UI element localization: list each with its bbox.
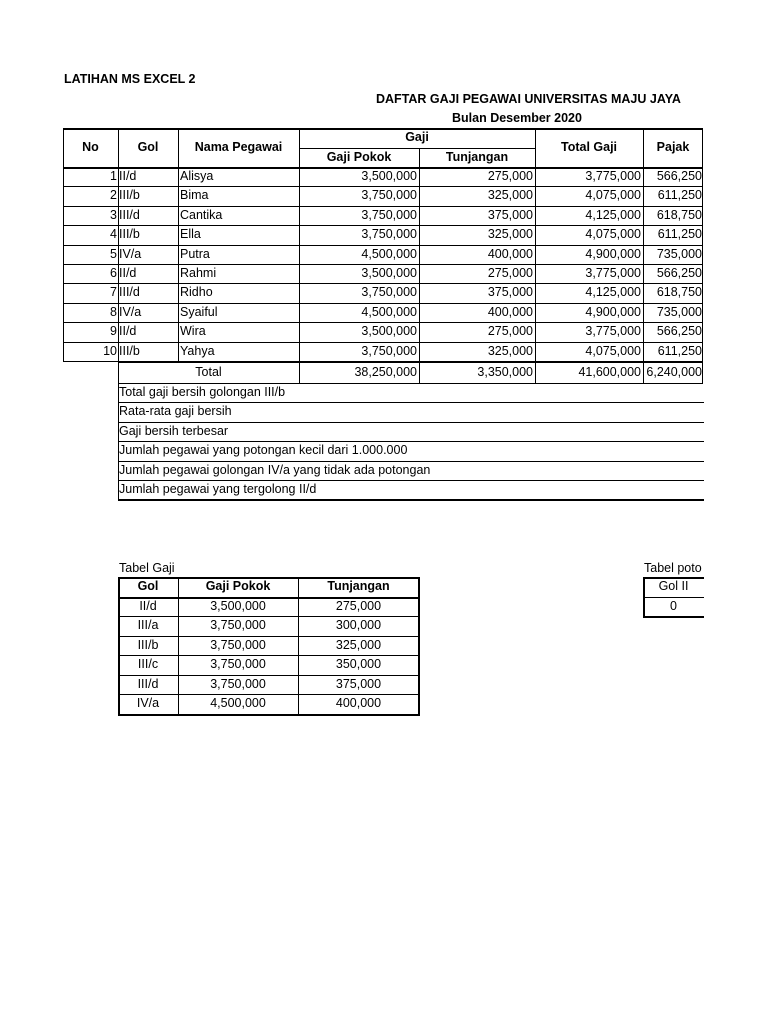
cell-gaji-pokok: 3,750,000 (361, 188, 417, 203)
summary-left-border (118, 383, 119, 501)
cell-tunjangan: 325,000 (487, 343, 533, 358)
cell-tunjangan: 325,000 (487, 227, 533, 242)
tabel-gaji-cell-tunjangan: 300,000 (335, 618, 382, 632)
cell-name: Ridho (180, 285, 213, 300)
cell-total-gaji: 4,125,000 (585, 207, 641, 222)
grid-line (299, 128, 300, 383)
tabel-potongan-header: Gol II (658, 579, 689, 593)
cell-no: 9 (110, 324, 117, 339)
cell-no: 6 (110, 266, 117, 280)
cell-gaji-pokok: 4,500,000 (361, 304, 417, 319)
cell-name: Putra (180, 246, 210, 261)
cell-name: Syaiful (180, 304, 218, 319)
cell-total-gaji: 4,900,000 (585, 304, 641, 319)
tabel-gaji-cell-pokok: 4,500,000 (210, 696, 266, 710)
cell-pajak: 735,000 (656, 246, 702, 261)
cell-gol: II/d (119, 324, 137, 339)
tabel-gaji-cell-tunjangan: 275,000 (335, 598, 382, 613)
tabel-gaji-top-border (118, 577, 419, 579)
cell-gol: III/d (119, 207, 140, 222)
cell-gol: IV/a (119, 246, 142, 261)
cell-gaji-pokok: 3,500,000 (361, 324, 417, 339)
cell-total-gaji: 3,775,000 (585, 324, 641, 339)
cell-tunjangan: 275,000 (487, 169, 533, 183)
table-left-border (63, 128, 64, 361)
tabel-gaji-cell-gol: III/b (137, 637, 159, 652)
cell-name: Wira (180, 324, 206, 339)
total-pajak: 6,240,000 (646, 365, 702, 379)
cell-gol: III/b (119, 227, 140, 242)
total-label: Total (195, 365, 222, 379)
summary-row: Jumlah pegawai yang potongan kecil dari 1.000.000 (119, 443, 408, 458)
cell-name: Rahmi (180, 266, 217, 280)
tabel-gaji-cell-gol: III/a (137, 618, 159, 632)
cell-name: Ella (180, 227, 201, 242)
cell-name: Alisya (180, 169, 214, 183)
summary-row: Total gaji bersih golongan III/b (119, 385, 286, 399)
cell-pajak: 735,000 (656, 304, 702, 319)
tabel-gaji-cell-pokok: 3,750,000 (210, 676, 266, 691)
cell-no: 10 (103, 343, 117, 358)
cell-gaji-pokok: 3,500,000 (361, 169, 417, 183)
cell-pajak: 566,250 (656, 324, 702, 339)
tabel-gaji-cell-pokok: 3,500,000 (210, 598, 266, 613)
cell-gol: IV/a (119, 304, 142, 319)
summary-row: Gaji bersih terbesar (119, 423, 229, 438)
cell-pajak: 611,250 (657, 343, 702, 358)
table-top-border (63, 128, 703, 130)
cell-total-gaji: 4,125,000 (585, 285, 641, 300)
page-subtitle: Bulan Desember 2020 (452, 111, 582, 125)
grid-line (178, 577, 179, 716)
summary-row-line (118, 499, 704, 501)
tabel-gaji-cell-pokok: 3,750,000 (210, 657, 266, 671)
cell-tunjangan: 400,000 (487, 246, 533, 261)
col-header-no: No (82, 140, 99, 154)
cell-no: 2 (110, 188, 117, 203)
cell-total-gaji: 4,075,000 (585, 227, 641, 242)
tabel-gaji-left-border (118, 577, 120, 716)
cell-tunjangan: 400,000 (487, 304, 533, 319)
tabel-gaji-right-border (418, 577, 420, 716)
tabel-gaji-cell-gol: III/d (137, 676, 159, 691)
tabel-gaji-header-pokok: Gaji Pokok (205, 579, 271, 593)
tabel-gaji-cell-pokok: 3,750,000 (210, 618, 266, 632)
summary-row: Jumlah pegawai yang tergolong II/d (119, 482, 317, 496)
cell-total-gaji: 3,775,000 (585, 266, 641, 280)
cell-name: Cantika (180, 207, 223, 222)
tabel-gaji-cell-pokok: 3,750,000 (210, 637, 266, 652)
exercise-label: LATIHAN MS EXCEL 2 (64, 72, 196, 86)
cell-pajak: 566,250 (656, 266, 702, 280)
grid-line (535, 128, 536, 383)
cell-tunjangan: 325,000 (487, 188, 533, 203)
col-header-name: Nama Pegawai (194, 140, 283, 154)
cell-no: 3 (110, 207, 117, 222)
tabel-gaji-row-line (118, 714, 419, 716)
cell-name: Bima (180, 188, 209, 203)
cell-tunjangan: 275,000 (487, 266, 533, 280)
cell-tunjangan: 275,000 (487, 324, 533, 339)
tabel-potongan-bottom-border (643, 616, 704, 618)
total-total-gaji: 41,600,000 (578, 365, 641, 379)
cell-total-gaji: 4,075,000 (585, 188, 641, 203)
cell-no: 1 (110, 169, 117, 183)
col-header-gaji: Gaji (405, 130, 429, 144)
cell-pajak: 611,250 (657, 227, 702, 242)
cell-tunjangan: 375,000 (487, 207, 533, 222)
tabel-potongan-caption: Tabel poto (644, 561, 702, 575)
cell-gol: III/d (119, 285, 140, 300)
cell-pajak: 618,750 (656, 207, 702, 222)
cell-total-gaji: 4,075,000 (585, 343, 641, 358)
tabel-gaji-header-tunjangan: Tunjangan (327, 579, 390, 593)
summary-row: Jumlah pegawai golongan IV/a yang tidak ada potongan (119, 462, 431, 477)
cell-name: Yahya (180, 343, 215, 358)
grid-line (178, 128, 179, 361)
cell-total-gaji: 4,900,000 (585, 246, 641, 261)
col-header-pajak: Pajak (656, 140, 690, 154)
page-title: DAFTAR GAJI PEGAWAI UNIVERSITAS MAJU JAYA (376, 92, 681, 106)
body-bottom-border (118, 361, 703, 363)
cell-pajak: 618,750 (656, 285, 702, 300)
cell-tunjangan: 375,000 (487, 285, 533, 300)
cell-gaji-pokok: 3,750,000 (361, 227, 417, 242)
cell-gol: II/d (119, 169, 137, 183)
tabel-potongan-left-border (643, 577, 645, 618)
cell-gol: II/d (119, 266, 137, 280)
tabel-gaji-cell-gol: III/c (137, 657, 159, 671)
cell-gaji-pokok: 3,750,000 (361, 207, 417, 222)
tabel-potongan-top-border (643, 577, 704, 579)
col-header-tunjangan: Tunjangan (445, 150, 509, 164)
tabel-gaji-cell-gol: II/d (139, 598, 157, 613)
gaji-split-line (299, 148, 535, 149)
table-right-border (702, 128, 703, 383)
cell-gaji-pokok: 3,750,000 (361, 285, 417, 300)
grid-line (118, 128, 119, 383)
grid-line (419, 148, 420, 383)
tabel-gaji-cell-tunjangan: 375,000 (335, 676, 382, 691)
tabel-potongan-row-line (643, 597, 704, 598)
col-header-total-gaji: Total Gaji (560, 140, 618, 154)
cell-no: 7 (110, 285, 117, 300)
tabel-gaji-cell-tunjangan: 350,000 (335, 657, 382, 671)
cell-no: 8 (110, 304, 117, 319)
cell-gaji-pokok: 3,500,000 (361, 266, 417, 280)
tabel-gaji-header-gol: Gol (137, 579, 159, 593)
cell-no: 4 (110, 227, 117, 242)
tabel-gaji-cell-gol: IV/a (136, 696, 160, 710)
total-gaji-pokok: 38,250,000 (354, 365, 417, 379)
total-tunjangan: 3,350,000 (477, 365, 533, 379)
cell-gaji-pokok: 4,500,000 (361, 246, 417, 261)
tabel-gaji-cell-tunjangan: 325,000 (335, 637, 382, 652)
cell-pajak: 566,250 (656, 169, 702, 183)
tabel-gaji-caption: Tabel Gaji (119, 561, 175, 575)
col-header-gol: Gol (137, 140, 159, 154)
col-header-gaji-pokok: Gaji Pokok (326, 150, 392, 164)
tabel-gaji-cell-tunjangan: 400,000 (335, 696, 382, 710)
grid-line (643, 128, 644, 383)
cell-total-gaji: 3,775,000 (585, 169, 641, 183)
cell-gol: III/b (119, 188, 140, 203)
cell-gaji-pokok: 3,750,000 (361, 343, 417, 358)
tabel-potongan-value: 0 (670, 598, 677, 613)
header-bottom-border (63, 167, 703, 169)
summary-row: Rata-rata gaji bersih (119, 404, 232, 419)
grid-line (298, 577, 299, 716)
cell-pajak: 611,250 (657, 188, 702, 203)
cell-gol: III/b (119, 343, 140, 358)
cell-no: 5 (110, 246, 117, 261)
